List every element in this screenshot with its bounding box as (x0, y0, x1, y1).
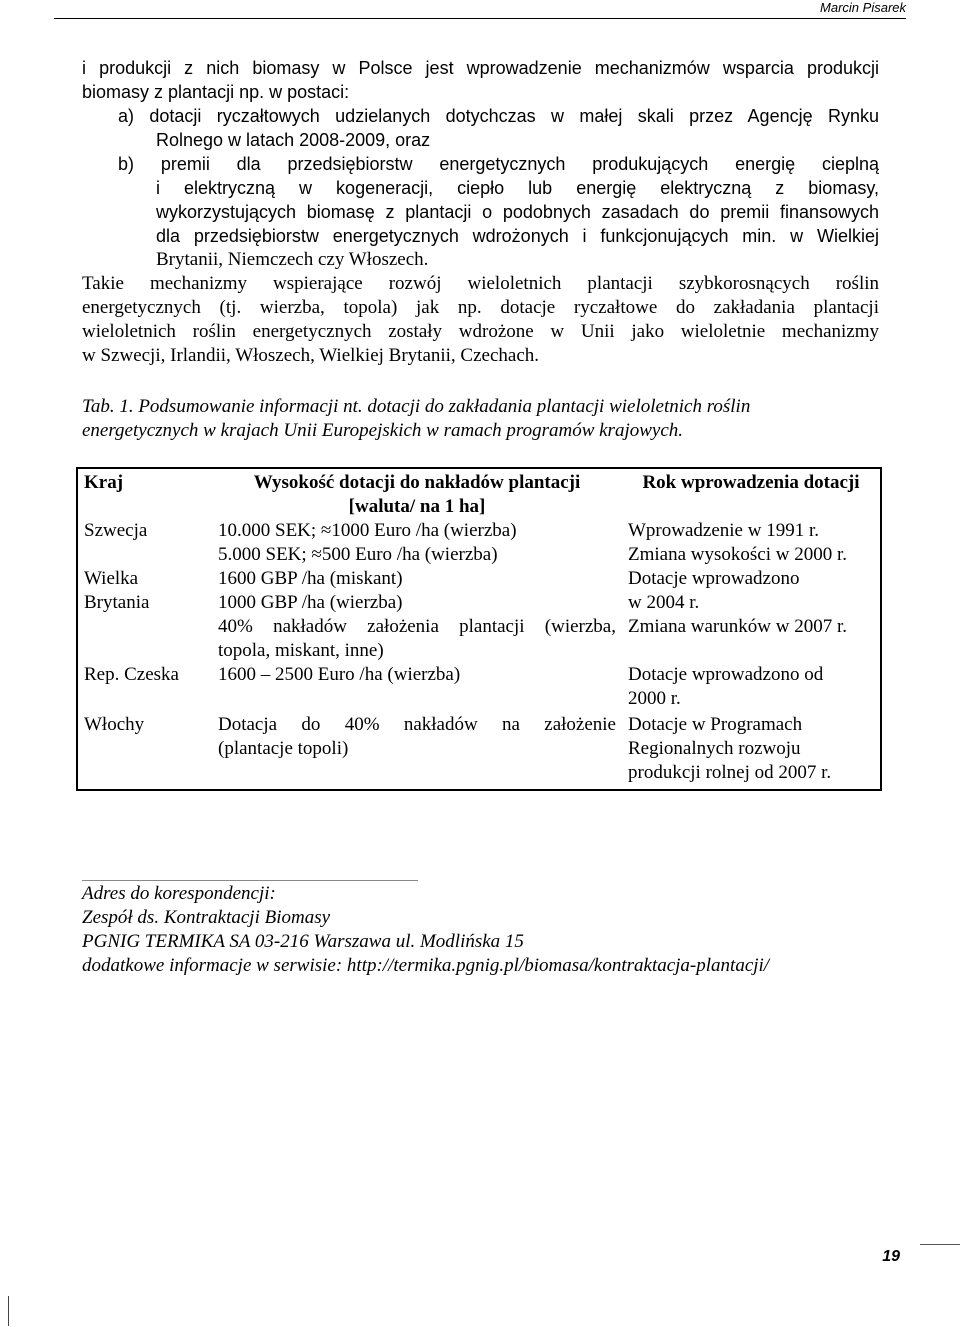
cell-line: 40% nakładów założenia plantacji (wierzba, (218, 616, 616, 637)
cell-line: topola, miskant, inne) (218, 640, 384, 661)
list-line: dla przedsiębiorstw energetycznych wdrożonych i funkcjonujących min. w Wielkiej (156, 226, 879, 246)
intro-line: biomasy z plantacji np. w postaci: (82, 82, 350, 102)
list-line: Rolnego w latach 2008-2009, oraz (156, 130, 431, 150)
header-amount-line: Wysokość dotacji do nakładów plantacji (253, 472, 581, 493)
list-line: a) dotacji ryczałtowych udzielanych dotychczas w małej skali przez Agencję Rynku (118, 106, 879, 126)
caption-line: energetycznych w krajach Unii Europejskich w ramach programów krajowych. (82, 420, 684, 441)
table-row (77, 519, 881, 567)
list-line: b) premii dla przedsiębiorstw energetycznych produkujących energię cieplną (118, 154, 879, 174)
cell-line: 10.000 SEK; ≈1000 Euro /ha (wierzba) (218, 520, 517, 541)
body-line: energetycznych (tj. wierzba, topola) jak np. dotacje ryczałtowe do zakładania plantacji (82, 297, 879, 318)
correspondence-footer (82, 882, 769, 978)
list-item-b (118, 152, 879, 272)
cell-amount (212, 663, 622, 711)
cell-line: Regionalnych rozwoju (628, 738, 801, 759)
cell-line: Dotacja do 40% nakładów na założenie (218, 714, 616, 735)
cell-line: 2000 r. (628, 688, 681, 709)
page-edge-mark (8, 1296, 9, 1326)
cell-line: Dotacje w Programach (628, 714, 803, 735)
cell-line: Wprowadzenie w 1991 r. (628, 520, 819, 541)
body-paragraph (82, 272, 879, 368)
table-header-row (77, 468, 881, 519)
cell-line: Rep. Czeska (84, 664, 179, 685)
header-country: Kraj (84, 472, 124, 493)
cell-line: Brytania (84, 592, 150, 613)
cell-year (622, 711, 881, 790)
page-number: 19 (882, 1248, 900, 1265)
cell-year (622, 567, 881, 663)
cell-amount (212, 519, 622, 567)
cell-line: Zmiana wysokości w 2000 r. (628, 544, 848, 565)
list-line: wykorzystujących biomasę z plantacji o podobnych zasadach do premii finansowych (156, 202, 879, 222)
page-number-rule (920, 1244, 960, 1245)
cell-year (622, 519, 881, 567)
cell-amount (212, 567, 622, 663)
cell-line: Szwecja (84, 520, 148, 541)
cell-line: 1600 – 2500 Euro /ha (wierzba) (218, 664, 461, 685)
cell-line: Zmiana warunków w 2007 r. (628, 616, 847, 637)
body-line: w Szwecji, Irlandii, Włoszech, Wielkiej Brytanii, Czechach. (82, 345, 540, 366)
header-author: Marcin Pisarek (820, 0, 906, 15)
cell-line: Dotacje wprowadzono (628, 568, 800, 589)
cell-country (77, 663, 212, 711)
body-line: Takie mechanizmy wspierające rozwój wieloletnich plantacji szybkorosnących roślin (82, 273, 879, 294)
subsidy-table (76, 467, 882, 791)
cell-line: Wielka (84, 568, 139, 589)
cell-line: 1000 GBP /ha (wierzba) (218, 592, 403, 613)
list-line: Brytanii, Niemczech czy Włoszech. (156, 249, 429, 270)
header-amount (212, 468, 622, 519)
table-row (77, 711, 881, 790)
footer-line: Adres do korespondencji: (82, 883, 276, 904)
intro-line: i produkcji z nich biomasy w Polsce jest wprowadzenie mechanizmów wsparcia produkcji (82, 58, 879, 78)
footnote-rule (82, 880, 418, 881)
caption-line: Tab. 1. Podsumowanie informacji nt. dotacji do zakładania plantacji wieloletnich roślin (82, 396, 751, 417)
footer-line: Zespół ds. Kontraktacji Biomasy (82, 907, 331, 928)
table-row (77, 567, 881, 663)
cell-country (77, 711, 212, 790)
cell-country (77, 519, 212, 567)
footer-line: dodatkowe informacje w serwisie: http://termika.pgnig.pl/biomasa/kontraktacja-plantacji/ (82, 955, 770, 976)
footer-line: PGNIG TERMIKA SA 03-216 Warszawa ul. Modlińska 15 (82, 931, 524, 952)
cell-line: w 2004 r. (628, 592, 700, 613)
body-line: wieloletnich roślin energetycznych zostały wdrożone w Unii jako wieloletnie mechanizmy (82, 321, 879, 342)
header-year: Rok wprowadzenia dotacji (642, 472, 860, 493)
cell-line: (plantacje topoli) (218, 738, 349, 759)
cell-line: Dotacje wprowadzono od (628, 664, 824, 685)
list-item-a (118, 104, 879, 152)
intro-paragraph (82, 56, 879, 104)
list-line: i elektryczną w kogeneracji, ciepło lub energię elektryczną z biomasy, (156, 178, 879, 198)
cell-year (622, 663, 881, 711)
cell-line: produkcji rolnej od 2007 r. (628, 762, 832, 783)
table-caption (82, 395, 879, 443)
cell-line: 5.000 SEK; ≈500 Euro /ha (wierzba) (218, 544, 498, 565)
cell-amount (212, 711, 622, 790)
header-amount-line: [waluta/ na 1 ha] (348, 496, 486, 517)
cell-line: 1600 GBP /ha (miskant) (218, 568, 403, 589)
cell-line: Włochy (84, 714, 145, 735)
header-rule (54, 18, 906, 19)
table-row (77, 663, 881, 711)
cell-country (77, 567, 212, 663)
